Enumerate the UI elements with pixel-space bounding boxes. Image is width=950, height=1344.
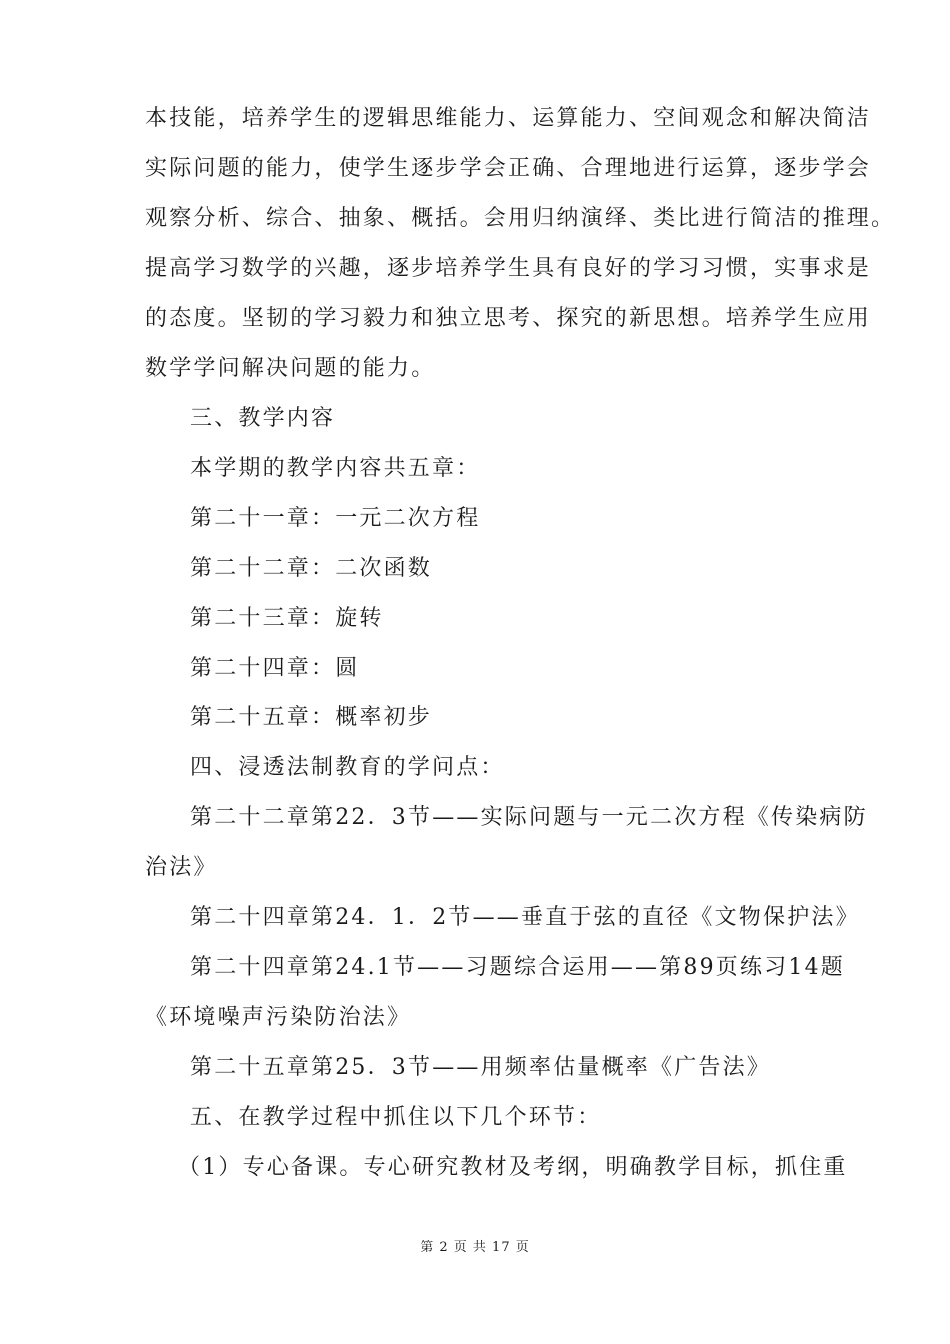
chapter-item: 第二十二章：二次函数 <box>190 556 433 581</box>
page-number-footer: 第 2 页 共 17 页 <box>420 1240 530 1255</box>
paragraph-line: 《环境噪声污染防治法》 <box>145 1005 412 1030</box>
section-heading-4: 四、浸透法制教育的学问点： <box>190 755 505 780</box>
chapter-item: 第二十三章：旋转 <box>190 606 384 631</box>
paragraph-line: （1）专心备课。专心研究教材及考纲，明确教学目标，抓住重 <box>178 1155 848 1180</box>
chapter-item: 第二十四章：圆 <box>190 656 360 681</box>
paragraph-line: 第二十二章第22．3节——实际问题与一元二次方程《传染病防 <box>190 805 868 830</box>
paragraph-line: 治法》 <box>145 855 218 880</box>
paragraph-line: 的态度。坚韧的学习毅力和独立思考、探究的新思想。培养学生应用 <box>145 306 872 331</box>
section-heading-3: 三、教学内容 <box>190 406 336 431</box>
paragraph-line: 观察分析、综合、抽象、概括。会用归纳演绎、类比进行简洁的推理。 <box>145 206 896 231</box>
paragraph-line: 第二十四章第24．1．2节——垂直于弦的直径《文物保护法》 <box>190 905 860 930</box>
chapter-item: 第二十一章：一元二次方程 <box>190 506 481 531</box>
paragraph-line: 实际问题的能力，使学生逐步学会正确、合理地进行运算，逐步学会 <box>145 156 872 181</box>
chapter-item: 第二十五章：概率初步 <box>190 705 433 730</box>
paragraph-line: 本技能，培养学生的逻辑思维能力、运算能力、空间观念和解决简洁 <box>145 106 872 131</box>
paragraph-line: 本学期的教学内容共五章： <box>190 456 481 481</box>
paragraph-line: 数学学问解决问题的能力。 <box>145 356 436 381</box>
section-heading-5: 五、在教学过程中抓住以下几个环节： <box>190 1105 602 1130</box>
paragraph-line: 提高学习数学的兴趣，逐步培养学生具有良好的学习习惯，实事求是 <box>145 256 872 281</box>
paragraph-line: 第二十五章第25．3节——用频率估量概率《广告法》 <box>190 1055 771 1080</box>
paragraph-line: 第二十四章第24.1节——习题综合运用——第89页练习14题 <box>190 955 845 980</box>
